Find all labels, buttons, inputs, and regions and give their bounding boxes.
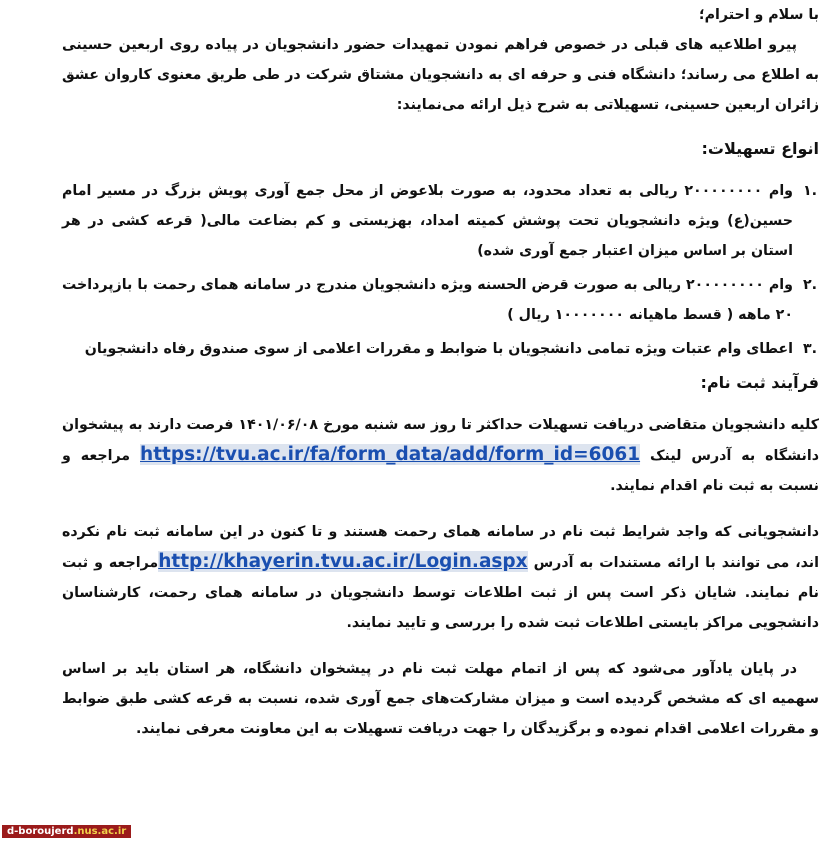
facility-item-1	[62, 176, 817, 266]
watermark-suffix: .nus.ac.ir	[73, 826, 127, 837]
intro-paragraph: پیرو اطلاعیه های قبلی در خصوص فراهم نمودن تمهیدات حضور دانشجویان در پیاده روی اربعین حسینی به اطلاع می رساند؛ دانشگاه فنی و حرفه ای به دانشجویان مشتاق شرکت در طی طریق معنوی کاروان عشق زائران اربعین حسینی، تسهیلاتی به شرح ذیل ارائه می‌نمایند:	[62, 37, 819, 113]
registration-text-1a: کلیه دانشجویان متقاضی دریافت تسهیلات حداکثر تا روز سه شنبه مورخ ۱۴۰۱/۰۶/۰۸ فرصت دارند به پیشخوان دانشگاه به آدرس لینک	[62, 417, 819, 464]
facility-item-2	[62, 270, 817, 330]
closing-paragraph: در پایان یادآور می‌شود که پس از اتمام مهلت ثبت نام در پیشخوان دانشگاه، هر استان باید بر اساس سهمیه ای که مشخص گردیده است و میزان مشارکت‌های جمع آوری شده، نسبت به قرعه کشی طبق ضوابط و مقررات اعلامی اقدام نموده و برگزیدگان را جهت دریافت تسهیلات به این معاونت معرفی نمایند.	[62, 661, 819, 737]
facilities-heading: انواع تسهیلات:	[701, 139, 819, 158]
registration-text-2b: مراجعه و ثبت نام نمایند. شایان ذکر است پس از ثبت اطلاعات توسط دانشجویان در سامانه همای رحمت، کارشناسان دانشجویی مراکز بایستی اطلاعات ثبت شده را بررسی و تایید نمایند.	[62, 555, 819, 631]
facilities-list	[62, 176, 819, 364]
announcement-document	[62, 0, 819, 744]
greeting: با سلام و احترام؛	[698, 7, 819, 23]
facility-number: .۲	[802, 277, 817, 293]
facility-text: وام ۲۰۰۰۰۰۰۰۰ ریالی به تعداد محدود، به صورت بلاعوض از محل جمع آوری پویش بزرگ در مسیر امام حسین(ع) ویژه دانشجویان تحت پوشش کمیته امداد، بهزیستی و کم بضاعت مالی( قرعه کشی در هر استان بر اساس میزان اعتبار جمع آوری شده)	[62, 183, 793, 259]
facility-text: اعطای وام عتبات ویژه تمامی دانشجویان با ضوابط و مقررات اعلامی از سوی صندوق رفاه دانشجویان	[84, 341, 793, 357]
registration-form-link[interactable]: https://tvu.ac.ir/fa/form_data/add/form_id=6061	[140, 444, 641, 465]
facility-number: .۱	[802, 183, 817, 199]
khayerin-login-link[interactable]: http://khayerin.tvu.ac.ir/Login.aspx	[158, 551, 528, 572]
registration-paragraph-2	[62, 517, 819, 638]
registration-text-1b: مراجعه و نسبت به ثبت نام اقدام نمایند.	[62, 448, 819, 494]
site-watermark	[2, 825, 131, 838]
registration-text-2a: دانشجویانی که واجد شرایط ثبت نام در سامانه همای رحمت هستند و تا کنون در این سامانه ثبت نام نکرده اند، می توانند با ارائه مستندات به آدرس	[62, 524, 819, 571]
facility-number: .۳	[802, 341, 817, 357]
registration-paragraph-1	[62, 410, 819, 501]
registration-heading: فرآیند ثبت نام:	[700, 373, 819, 392]
watermark-prefix: d-boroujerd	[7, 826, 74, 837]
facility-item-3	[62, 334, 817, 364]
facility-text: وام ۲۰۰۰۰۰۰۰۰ ریالی به صورت قرض الحسنه ویژه دانشجویان مندرج در سامانه همای رحمت با بازپرداخت ۲۰ ماهه ( قسط ماهیانه ۱۰۰۰۰۰۰۰ ریال )	[62, 277, 793, 323]
